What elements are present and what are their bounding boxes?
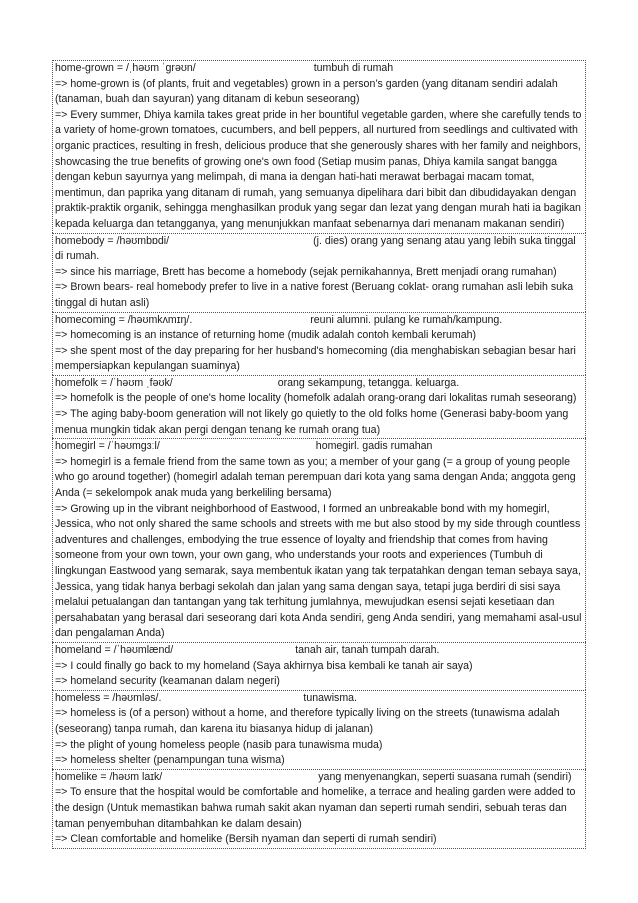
entry-meaning: (j. dies) orang yang senang atau yang lebih suka tinggal di rumah.	[55, 234, 576, 263]
entry-meaning: orang sekampung, tetangga. keluarga.	[277, 376, 460, 389]
entry-header	[55, 439, 583, 455]
entry-example: => homeless shelter (penampungan tuna wisma)	[55, 754, 285, 767]
entry-example: => Brown bears- real homebody prefer to live in a native forest (Beruang coklat- orang rumahan asli lebih suka tinggal di hutan asli)	[55, 281, 574, 309]
entry-header	[55, 313, 583, 329]
entry-header	[55, 234, 583, 265]
entry-homeland	[52, 642, 586, 690]
entry-term: homelike = /həʊm laɪk/	[55, 770, 163, 783]
entry-example: => Every summer, Dhiya kamila takes great pride in her bountiful vegetable garden, where she carefully tends to a variety of home-grown tomatoes, cucumbers, and bell peppers, all nurtured from seedlings and cultivated with organic practices, resulting in fresh, delicious produce that she generously shares with her family and neighbors, showcasing the true benefits of growing one's own food (Setiap musim panas, Dhiya kamila sangat bangga dengan kebun sayurnya yang melimpah, di mana ia dengan hati-hati merawat berbagai macam tomat, mentimun, dan paprika yang ditanam di rumah, yang semuanya dipelihara dari bibit dan dibudidayakan dengan praktik-praktik organik, sehingga menghasilkan produk yang segar dan lezat yang dengan murah hati ia bagikan kepada keluarga dan tetangganya, yang menunjukkan manfaat sebenarnya dari menanam makanan sendiri)	[55, 108, 582, 230]
entry-homegirl	[52, 438, 586, 642]
entry-definition: => homeless is (of a person) without a home, and therefore typically living on the streets (tunawisma adalah (seseorang) tanpa rumah, dan karena itu biasanya hidup di jalanan)	[55, 707, 560, 735]
entry-homefolk	[52, 375, 586, 438]
entry-term: home-grown = /ˌhəʊm ˈgrəʊn/	[55, 62, 196, 74]
entry-term: homecoming = /həʊmkʌmɪŋ/.	[55, 313, 193, 326]
entry-header	[55, 61, 583, 77]
entry-meaning: tumbuh di rumah	[313, 62, 394, 74]
entry-term: homebody = /həʊmbɒdi/	[55, 234, 170, 247]
entry-meaning: tanah air, tanah tumpah darah.	[295, 643, 440, 656]
entry-homebody	[52, 233, 586, 312]
entry-meaning: tunawisma.	[303, 691, 358, 704]
entry-definition: => home-grown is (of plants, fruit and vegetables) grown in a person’s garden (yang ditanam sendiri adalah (tanaman, buah dan sayuran) yang ditanam di kebun seseorang)	[55, 77, 558, 106]
entry-definition: => homefolk is the people of one's home locality (homefolk adalah orang-orang dari lokalitas rumah seseorang)	[55, 392, 577, 405]
entry-header	[55, 643, 583, 659]
entry-example: => she spent most of the day preparing for her husband's homecoming (dia menghabiskan sebagian besar hari mempersiapkan kepulangan suaminya)	[55, 344, 576, 373]
entry-header	[55, 376, 583, 392]
entry-header	[55, 770, 583, 786]
entry-homecoming	[52, 312, 586, 375]
entry-term: homeless = /həʊmləs/.	[55, 691, 162, 704]
entry-home-grown	[52, 60, 586, 233]
entry-example: => the plight of young homeless people (nasib para tunawisma muda)	[55, 738, 383, 751]
entry-definition: => homegirl is a female friend from the same town as you; a member of your gang (= a group of young people who go around together) (homegirl adalah teman perempuan dari kota yang sama dengan Anda; anggota geng Anda (= sekelompok anak muda yang berkeliling bersama)	[55, 455, 576, 500]
entry-definition: => homecoming is an instance of returning home (mudik adalah contoh kembali kerumah)	[55, 329, 477, 342]
entry-term: homeland = /ˈhəʊmlænd/	[55, 643, 174, 656]
entry-definition: => To ensure that the hospital would be comfortable and homelike, a terrace and healing garden were added to the design (Untuk memastikan bahwa rumah sakit akan nyaman dan seperti rumah sendiri, sebuah teras dan taman penyembuhan ditambahkan ke dalam desain)	[55, 786, 576, 830]
entry-example: => Clean comfortable and homelike (Bersih nyaman dan seperti di rumah sendiri)	[55, 833, 437, 846]
entry-example: => Growing up in the vibrant neighborhood of Eastwood, I formed an unbreakable bond with my homegirl, Jessica, who not only shared the same schools and streets with me but also stood by my side through countless adventures and challenges, embodying the true essence of loyalty and friendship that comes from having someone from your own town, your own gang, who understands your roots and experiences (Tumbuh di lingkungan Eastwood yang semarak, saya membentuk ikatan yang tak terpatahkan dengan teman sebaya saya, Jessica, yang tidak hanya berbagi sekolah dan jalan yang sama dengan saya, tetapi juga berdiri di sisi saya melalui petualangan dan tantangan yang tak terhitung jumlahnya, mewujudkan esensi sejati kesetiaan dan persahabatan yang berasal dari seseorang dari kota Anda sendiri, geng Anda sendiri, yang memahami asal-usul dan pengalaman Anda)	[55, 502, 582, 640]
entry-definition: => I could finally go back to my homeland (Saya akhirnya bisa kembali ke tanah air saya)	[55, 659, 473, 672]
entry-definition: => since his marriage, Brett has become a homebody (sejak pernikahannya, Brett menjadi orang rumahan)	[55, 265, 557, 278]
entry-meaning: homegirl. gadis rumahan	[315, 440, 433, 453]
entry-term: homefolk = /ˈhəʊm ˌfəʊk/	[55, 376, 173, 389]
entry-homelike	[52, 769, 586, 849]
entry-example: => homeland security (keamanan dalam negeri)	[55, 675, 280, 688]
entry-meaning: yang menyenangkan, seperti suasana rumah (sendiri)	[318, 770, 572, 783]
entry-example: => The aging baby-boom generation will not likely go quietly to the old folks home (Generasi baby-boom yang menua mungkin tidak akan pergi dengan tenang ke rumah orang tua)	[55, 408, 569, 436]
entry-homeless	[52, 690, 586, 769]
entry-term: homegirl = /ˈhəʊmgɜːl/	[55, 440, 160, 453]
entry-meaning: reuni alumni. pulang ke rumah/kampung.	[310, 313, 503, 326]
dictionary-page	[52, 60, 586, 849]
entry-header	[55, 691, 583, 707]
